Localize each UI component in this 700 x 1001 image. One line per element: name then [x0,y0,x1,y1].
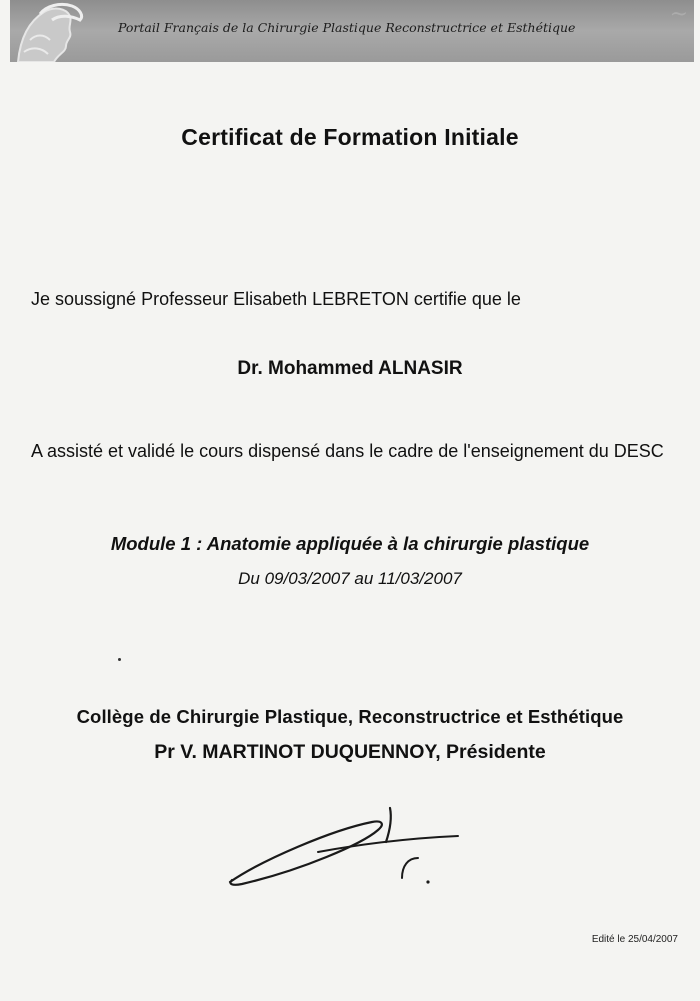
president-name: Pr V. MARTINOT DUQUENNOY, Présidente [154,741,546,763]
certification-statement: Je soussigné Professeur Elisabeth LEBRETON certifie que le [31,289,521,309]
paper-speck [118,658,121,661]
certificate-title: Certificat de Formation Initiale [181,124,519,150]
header-banner [10,0,694,62]
banner-watermark: ~ [669,2,688,27]
recipient-name: Dr. Mohammed ALNASIR [237,358,463,379]
marianne-profile-icon [10,0,100,62]
edit-date: Edité le 25/04/2007 [591,934,678,945]
course-dates: Du 09/03/2007 au 11/03/2007 [238,569,462,588]
handwritten-signature-icon [222,800,472,895]
college-name: Collège de Chirurgie Plastique, Reconstructrice et Esthétique [76,706,624,727]
portal-name: Portail Français de la Chirurgie Plastique Reconstructrice et Esthétique [118,20,576,35]
attendance-statement: A assisté et validé le cours dispensé dans le cadre de l'enseignement du DESC [31,441,664,461]
module-title: Module 1 : Anatomie appliquée à la chirurgie plastique [110,533,590,554]
